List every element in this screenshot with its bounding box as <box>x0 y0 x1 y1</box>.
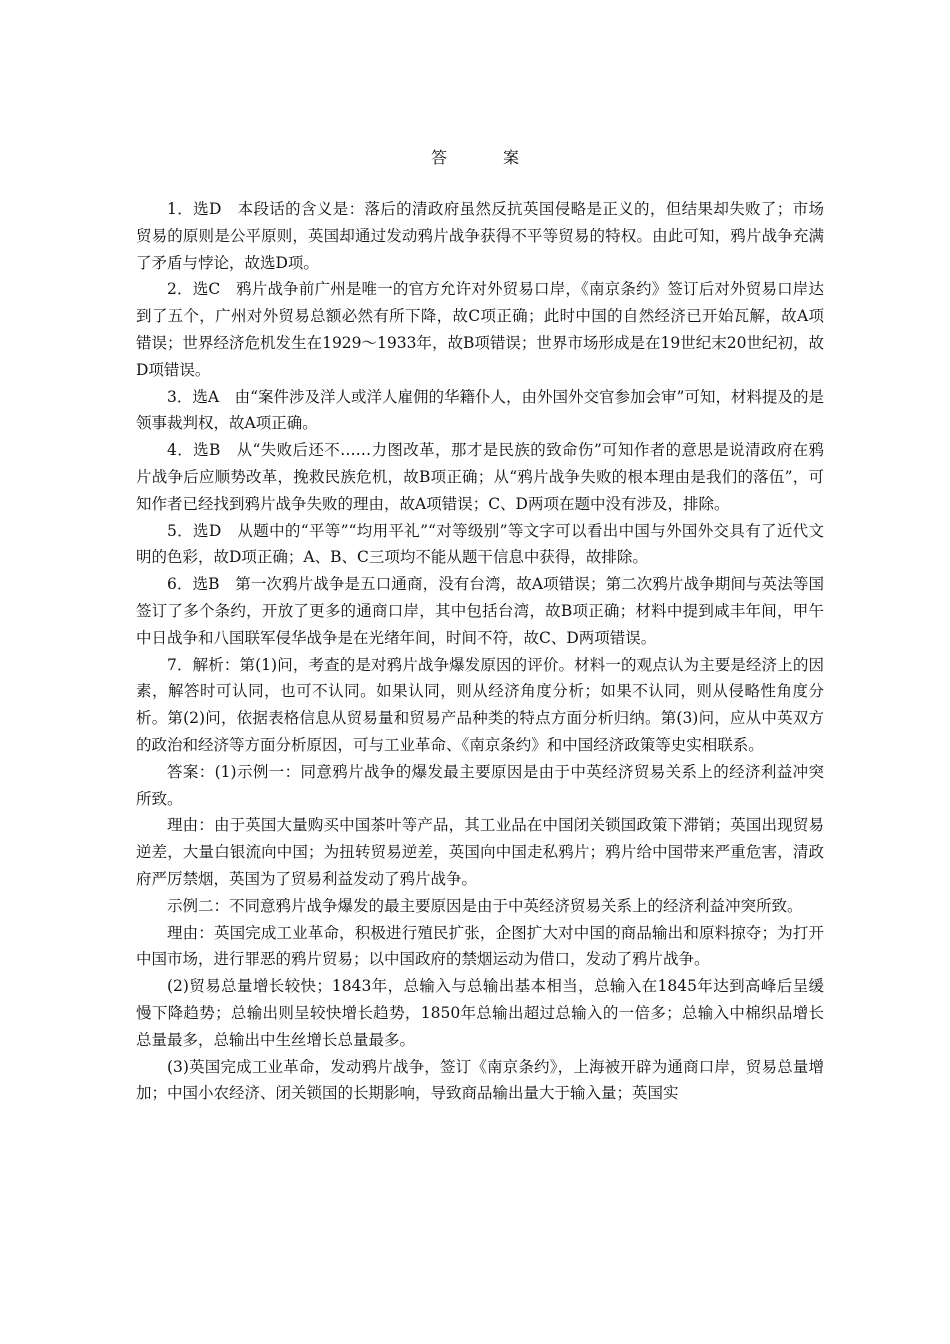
page-title: 答 案 <box>430 148 539 167</box>
answer-3: 3．选A 由“案件涉及洋人或洋人雇佣的华籍仆人，由外国外交官参加会审”可知，材料提及的是领事裁判权，故A项正确。 <box>136 387 824 433</box>
answer-7-example-2: 示例二：不同意鸦片战争爆发的最主要原因是由于中英经济贸易关系上的经济利益冲突所致。 <box>167 896 803 915</box>
answer-7-part-2: (2)贸易总量增长较快；1843年，总输入与总输出基本相当，总输入在1845年达到高峰后呈缓慢下降趋势；总输出则呈较快增长趋势，1850年总输出超过总输入的一倍多；总输入中棉织品增长总量最多，总输出中生丝增长总量最多。 <box>136 977 824 1049</box>
answer-7-reason-1: 理由：由于英国大量购买中国茶叶等产品，其工业品在中国闭关锁国政策下滞销；英国出现贸易逆差，大量白银流向中国；为扭转贸易逆差，英国向中国走私鸦片；鸦片给中国带来严重危害，清政府严厉禁烟，英国为了贸易利益发动了鸦片战争。 <box>136 816 824 888</box>
answer-2: 2．选C 鸦片战争前广州是唯一的官方允许对外贸易口岸，《南京条约》签订后对外贸易口岸达到了五个，广州对外贸易总额必然有所下降，故C项正确；此时中国的自然经济已开始瓦解，故A项错误；世界经济危机发生在1929～1933年，故B项错误；世界市场形成是在19世纪末20世纪初，故D项错误。 <box>136 280 824 379</box>
answer-6: 6．选B 第一次鸦片战争是五口通商，没有台湾，故A项错误；第二次鸦片战争期间与英法等国签订了多个条约，开放了更多的通商口岸，其中包括台湾，故B项正确；材料中提到咸丰年间，甲午中日战争和八国联军侵华战争是在光绪年间，时间不符，故C、D两项错误。 <box>136 575 824 647</box>
answer-body <box>136 196 824 1107</box>
answer-7-analysis: 7．解析：第(1)问，考查的是对鸦片战争爆发原因的评价。材料一的观点认为主要是经济上的因素，解答时可认同，也可不认同。如果认同，则从经济角度分析；如果不认同，则从侵略性角度分析。第(2)问，依据表格信息从贸易量和贸易产品种类的特点方面分析归纳。第(3)问，应从中英双方的政治和经济等方面分析原因，可与工业革命、《南京条约》和中国经济政策等史实相联系。 <box>136 655 824 754</box>
answer-7-reason-2: 理由：英国完成工业革命，积极进行殖民扩张，企图扩大对中国的商品输出和原料掠夺；为打开中国市场，进行罪恶的鸦片贸易；以中国政府的禁烟运动为借口，发动了鸦片战争。 <box>136 923 824 969</box>
answer-4: 4．选B 从“失败后还不……力图改革，那才是民族的致命伤”可知作者的意思是说清政府在鸦片战争后应顺势改革，挽救民族危机，故B项正确；从“鸦片战争失败的根本理由是我们的落伍”，可知作者已经找到鸦片战争失败的理由，故A项错误；C、D两项在题中没有涉及，排除。 <box>136 441 824 513</box>
answer-1: 1．选D 本段话的含义是：落后的清政府虽然反抗英国侵略是正义的，但结果却失败了；市场贸易的原则是公平原则，英国却通过发动鸦片战争获得不平等贸易的特权。由此可知，鸦片战争充满了矛盾与悖论，故选D项。 <box>136 200 824 272</box>
answer-5: 5．选D 从题中的“平等”“均用平礼”“对等级别”等文字可以看出中国与外国外交具有了近代文明的色彩，故D项正确；A、B、C三项均不能从题干信息中获得，故排除。 <box>136 521 824 567</box>
answer-7-part-3: (3)英国完成工业革命，发动鸦片战争，签订《南京条约》，上海被开辟为通商口岸，贸易总量增加；中国小农经济、闭关锁国的长期影响，导致商品输出量大于输入量；英国实 <box>136 1057 824 1103</box>
answer-7-answer-intro: 答案：(1)示例一：同意鸦片战争的爆发最主要原因是由于中英经济贸易关系上的经济利益冲突所致。 <box>136 762 824 808</box>
